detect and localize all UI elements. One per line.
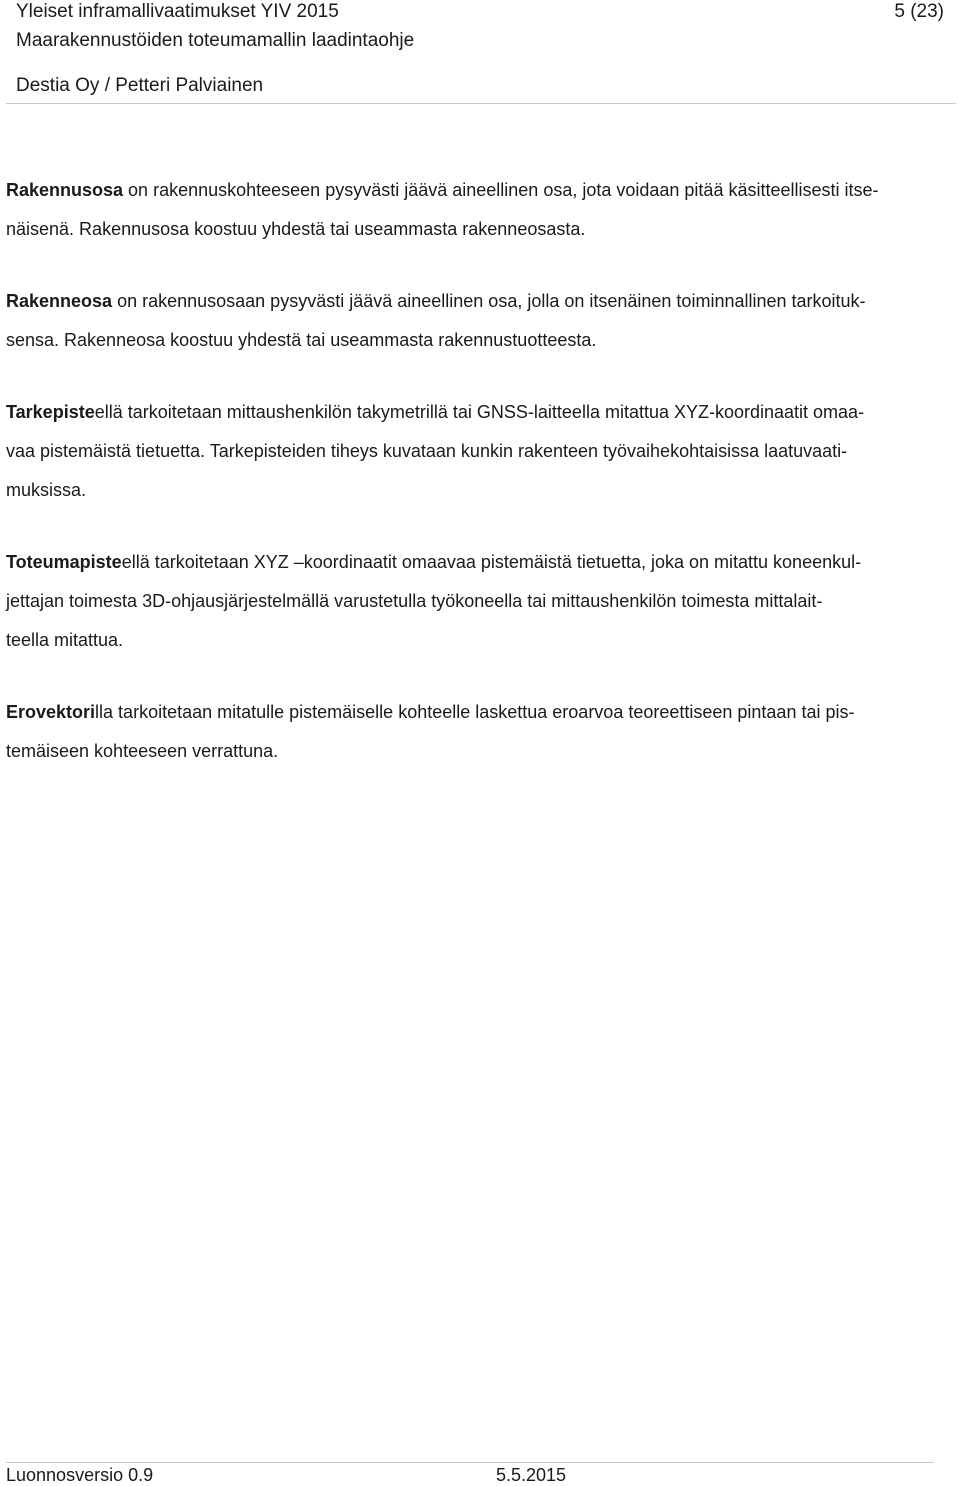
document-author: Destia Oy / Petteri Palviainen bbox=[16, 75, 264, 96]
defined-term: Tarkepiste bbox=[6, 402, 95, 422]
definition-text: on rakennusosaan pysyvästi jäävä aineellinen osa, jolla on itsenäinen toiminnallinen tarkoituk- bbox=[112, 291, 866, 311]
definition-toteumapiste bbox=[6, 543, 934, 660]
defined-term: Rakenneosa bbox=[6, 291, 113, 311]
page-header bbox=[6, 0, 956, 104]
definition-text: ellä tarkoitetaan mittaushenkilön takymetrillä tai GNSS-laitteella mitattua XYZ-koordinaatit omaa- bbox=[94, 402, 865, 422]
definition-text: lla tarkoitetaan mitatulle pistemäiselle kohteelle laskettua eroarvoa teoreettiseen pintaan tai pis- bbox=[95, 702, 855, 722]
document-title: Yleiset inframallivaatimukset YIV 2015 bbox=[16, 1, 339, 22]
text-line bbox=[6, 582, 934, 621]
text-line bbox=[6, 732, 934, 771]
definition-text: jettajan toimesta 3D-ohjausjärjestelmällä varustetulla työkoneella tai mittaushenkilön toimesta mittalait- bbox=[6, 591, 823, 611]
definition-tarkepiste bbox=[6, 393, 934, 510]
definition-erovektori bbox=[6, 693, 934, 771]
text-line bbox=[6, 693, 934, 732]
definition-text: teella mitattua. bbox=[6, 630, 124, 650]
definition-text: vaa pistemäistä tietuetta. Tarkepisteiden tiheys kuvataan kunkin rakenteen työvaihekohtaisissa laatuvaati- bbox=[6, 441, 848, 461]
document-date: 5.5.2015 bbox=[496, 1465, 567, 1485]
text-line bbox=[6, 471, 934, 510]
definition-text: temäiseen kohteeseen verrattuna. bbox=[6, 741, 279, 761]
definition-text: sensa. Rakenneosa koostuu yhdestä tai useammasta rakennustuotteesta. bbox=[6, 330, 597, 350]
page-footer bbox=[6, 1462, 934, 1485]
text-line bbox=[6, 321, 934, 360]
definition-text: on rakennuskohteeseen pysyvästi jäävä aineellinen osa, jota voidaan pitää käsitteellisesti itse- bbox=[123, 180, 879, 200]
definition-text: näisenä. Rakennusosa koostuu yhdestä tai useammasta rakenneosasta. bbox=[6, 219, 586, 239]
defined-term: Toteumapiste bbox=[6, 552, 122, 572]
text-line bbox=[6, 621, 934, 660]
definition-rakenneosa bbox=[6, 282, 934, 360]
text-line bbox=[6, 210, 934, 249]
page-number: 5 (23) bbox=[894, 1, 944, 22]
definition-text: muksissa. bbox=[6, 480, 87, 500]
document-subtitle: Maarakennustöiden toteumamallin laadintaohje bbox=[16, 30, 415, 51]
text-line bbox=[6, 282, 934, 321]
text-line bbox=[6, 171, 934, 210]
document-body bbox=[6, 171, 934, 804]
definition-text: ellä tarkoitetaan XYZ –koordinaatit omaavaa pistemäistä tietuetta, joka on mitattu koneenkul- bbox=[121, 552, 862, 572]
document-version: Luonnosversio 0.9 bbox=[6, 1465, 154, 1485]
text-line bbox=[6, 393, 934, 432]
text-line bbox=[6, 543, 934, 582]
defined-term: Rakennusosa bbox=[6, 180, 124, 200]
definition-rakennusosa bbox=[6, 171, 934, 249]
text-line bbox=[6, 432, 934, 471]
defined-term: Erovektori bbox=[6, 702, 96, 722]
